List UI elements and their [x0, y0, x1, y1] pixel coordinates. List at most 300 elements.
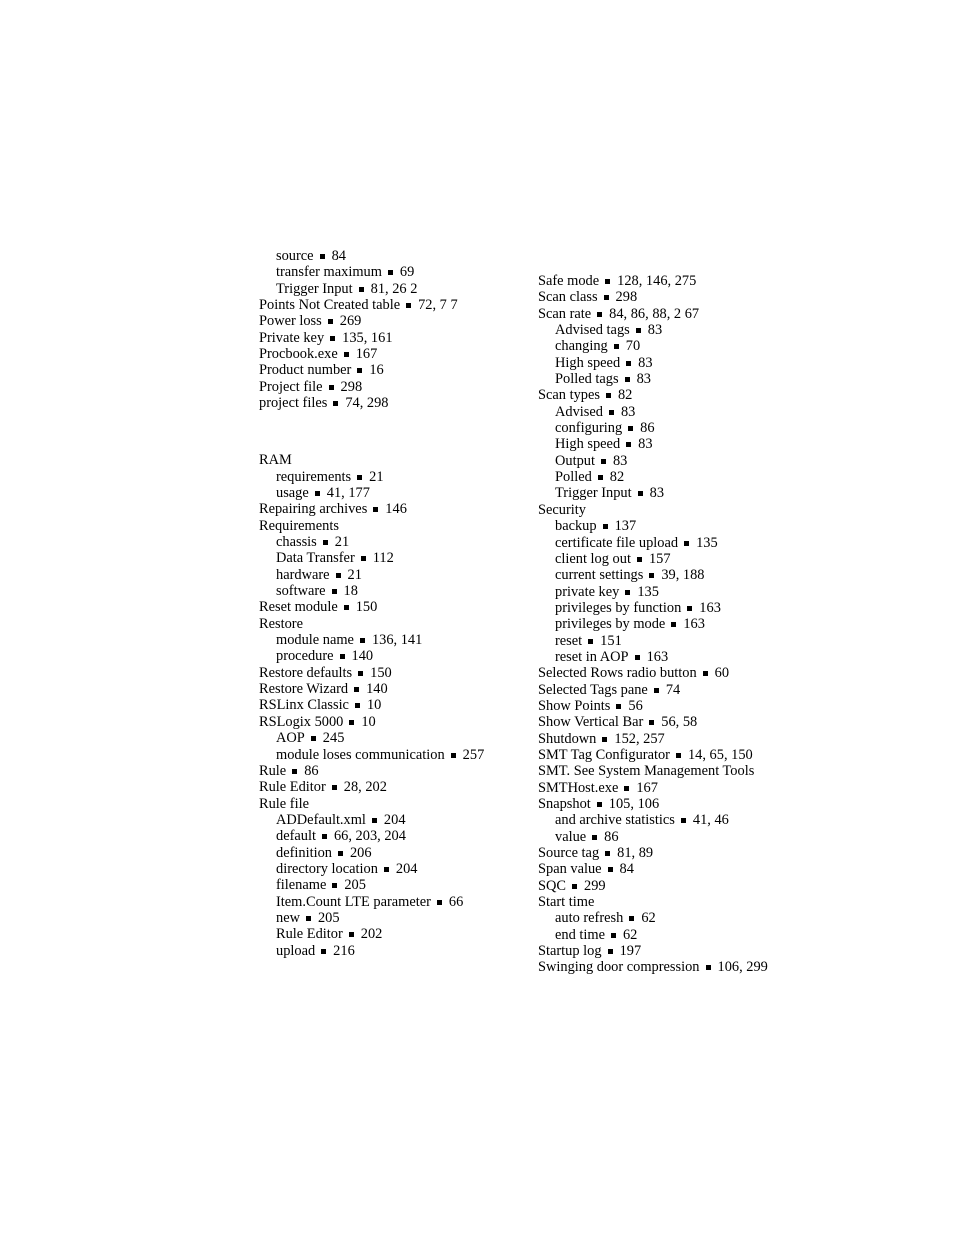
index-page-numbers: 84 — [619, 861, 634, 878]
index-page-numbers: 83 — [647, 322, 663, 339]
square-bullet-icon — [616, 704, 621, 709]
index-subentry-upload — [259, 943, 529, 959]
index-page-numbers: 70 — [625, 338, 641, 355]
index-page-numbers: 62 — [622, 926, 638, 943]
square-bullet-icon — [572, 884, 577, 889]
index-page-numbers: 216 — [333, 942, 355, 959]
index-page-numbers: 86 — [640, 420, 655, 437]
square-bullet-icon — [703, 671, 708, 676]
index-term: RSLinx Classic — [259, 697, 349, 714]
index-term: Reset module — [259, 599, 338, 616]
index-term: RSLogix 5000 — [259, 713, 344, 730]
index-entry-restore — [259, 616, 529, 632]
index-page-numbers: 86 — [604, 828, 619, 845]
index-subentry-changing — [538, 338, 838, 354]
square-bullet-icon — [340, 654, 345, 659]
index-term: Scan class — [538, 289, 598, 306]
index-term: Selected Rows radio button — [538, 665, 697, 682]
index-term: Restore defaults — [259, 664, 353, 681]
index-entry-span-value — [538, 861, 838, 877]
index-subentry-data-transfer — [259, 550, 529, 566]
square-bullet-icon — [608, 867, 613, 872]
square-bullet-icon — [406, 303, 411, 308]
square-bullet-icon — [349, 720, 354, 725]
index-term: SMT Tag Configurator — [538, 746, 670, 763]
index-term: Polled tags — [555, 371, 619, 388]
index-page-numbers: 197 — [619, 943, 642, 960]
square-bullet-icon — [332, 883, 337, 888]
index-term: configuring — [555, 420, 623, 437]
index-entry-source-tag — [538, 845, 838, 861]
index-page-numbers: 10 — [361, 713, 376, 730]
index-term: changing — [555, 338, 608, 355]
index-subentry-polled-tags — [538, 371, 838, 387]
index-entry-scan-class — [538, 289, 838, 305]
index-page-numbers: 269 — [339, 313, 362, 330]
index-entry-show-vertical-bar — [538, 714, 838, 730]
index-subentry-client-log-out — [538, 551, 838, 567]
index-term: SQC — [538, 877, 566, 894]
index-term: chassis — [276, 534, 317, 551]
square-bullet-icon — [597, 802, 602, 807]
index-page-numbers: 21 — [334, 534, 350, 551]
square-bullet-icon — [332, 785, 337, 790]
index-term: Rule — [259, 762, 287, 779]
index-page-numbers: 150 — [370, 664, 392, 681]
square-bullet-icon — [605, 279, 610, 284]
square-bullet-icon — [638, 491, 643, 496]
square-bullet-icon — [328, 319, 333, 324]
index-term: Start time — [538, 894, 595, 911]
square-bullet-icon — [611, 933, 616, 938]
index-term: value — [555, 828, 587, 845]
index-entry-scan-rate — [538, 306, 838, 322]
square-bullet-icon — [681, 818, 686, 823]
square-bullet-icon — [626, 361, 631, 366]
index-page-numbers: 84, 86, 88, 2 67 — [609, 305, 700, 322]
square-bullet-icon — [609, 410, 614, 415]
index-entry-project-files — [259, 395, 529, 411]
index-page-numbers: 106, 299 — [717, 959, 768, 976]
square-bullet-icon — [292, 769, 297, 774]
index-term: software — [276, 583, 326, 600]
index-page-numbers: 146 — [385, 501, 407, 518]
square-bullet-icon — [597, 312, 602, 317]
square-bullet-icon — [629, 916, 634, 921]
square-bullet-icon — [614, 344, 619, 349]
index-page-numbers: 105, 106 — [608, 796, 660, 812]
index-subentry-module-loses-communication — [259, 747, 529, 763]
index-subentry-definition — [259, 845, 529, 861]
index-term: Selected Tags pane — [538, 681, 648, 698]
index-page-numbers: 163 — [699, 599, 721, 616]
square-bullet-icon — [336, 573, 341, 578]
index-page-numbers: 151 — [600, 632, 622, 649]
square-bullet-icon — [355, 703, 360, 708]
index-subentry-high-speed — [538, 436, 838, 452]
index-subentry-auto-refresh — [538, 910, 838, 926]
square-bullet-icon — [329, 385, 334, 390]
index-entry-smt-see-system-management-tools — [538, 763, 838, 779]
square-bullet-icon — [354, 687, 359, 692]
index-term: Source tag — [538, 845, 600, 862]
square-bullet-icon — [315, 491, 320, 496]
index-subentry-rule-editor — [259, 926, 529, 942]
index-page-numbers: 41, 46 — [692, 812, 729, 829]
square-bullet-icon — [372, 818, 377, 823]
index-term: certificate file upload — [555, 534, 679, 551]
square-bullet-icon — [598, 475, 603, 480]
index-term: SMTHost.exe — [538, 779, 619, 796]
index-page-numbers: 60 — [714, 665, 730, 682]
index-term: Points Not Created table — [259, 297, 401, 314]
index-page-numbers: 83 — [620, 403, 636, 420]
index-subentry-current-settings — [538, 567, 838, 583]
index-entry-reset-module — [259, 599, 529, 615]
index-term: module name — [276, 632, 354, 649]
square-bullet-icon — [706, 965, 711, 970]
square-bullet-icon — [306, 916, 311, 921]
index-entry-restore-defaults — [259, 665, 529, 681]
index-entry-repairing-archives — [259, 501, 529, 517]
index-term: default — [276, 828, 316, 845]
index-subentry-high-speed — [538, 355, 838, 371]
square-bullet-icon — [388, 270, 393, 275]
index-term: High speed — [555, 436, 621, 453]
index-entry-selected-rows-radio-button — [538, 665, 838, 681]
square-bullet-icon — [330, 336, 335, 341]
square-bullet-icon — [604, 295, 609, 300]
index-page-numbers: 299 — [584, 877, 606, 894]
index-term: upload — [276, 942, 316, 959]
index-page-numbers: 136, 141 — [371, 632, 423, 649]
square-bullet-icon — [323, 540, 328, 545]
index-term: transfer maximum — [276, 264, 382, 281]
index-page-numbers: 167 — [636, 779, 658, 796]
index-entry-show-points — [538, 698, 838, 714]
square-bullet-icon — [349, 932, 354, 937]
index-page-numbers: 18 — [343, 583, 358, 600]
square-bullet-icon — [637, 557, 642, 562]
index-term: Trigger Input — [276, 280, 353, 297]
square-bullet-icon — [357, 368, 362, 373]
index-term: directory location — [276, 860, 378, 877]
square-bullet-icon — [654, 688, 659, 693]
index-page-numbers: 206 — [349, 844, 372, 861]
index-page-numbers: 81, 26 2 — [370, 280, 418, 297]
index-term: Procbook.exe — [259, 346, 338, 363]
index-term: Polled — [555, 469, 592, 486]
index-column-left — [259, 248, 529, 959]
index-entry-smt-tag-configurator — [538, 747, 838, 763]
index-term: Restore Wizard — [259, 681, 349, 698]
index-subentry-advised-tags — [538, 322, 838, 338]
index-subentry-directory-location — [259, 861, 529, 877]
index-term: AOP — [276, 730, 305, 747]
index-term: Project file — [259, 378, 323, 395]
index-page-numbers: 150 — [355, 599, 378, 616]
index-term: end time — [555, 926, 605, 943]
square-bullet-icon — [451, 753, 456, 758]
index-page-numbers: 298 — [340, 378, 363, 395]
square-bullet-icon — [625, 377, 630, 382]
index-subentry-usage — [259, 485, 529, 501]
index-page-numbers: 74, 298 — [345, 395, 389, 412]
square-bullet-icon — [628, 426, 633, 431]
index-entry-swinging-door-compression — [538, 959, 838, 975]
index-subentry-reset — [538, 633, 838, 649]
index-term: new — [276, 909, 300, 926]
index-term: RAM — [259, 452, 292, 469]
index-term: Span value — [538, 861, 602, 878]
index-term: usage — [276, 485, 309, 502]
index-term: Snapshot — [538, 796, 591, 812]
index-term: Security — [538, 501, 586, 518]
index-page-numbers: 152, 257 — [614, 730, 665, 747]
index-term: Product number — [259, 362, 352, 379]
square-bullet-icon — [333, 401, 338, 406]
square-bullet-icon — [606, 393, 611, 398]
index-page-numbers: 112 — [372, 550, 394, 567]
index-page-numbers: 72, 7 7 — [418, 297, 458, 314]
index-term: Trigger Input — [555, 485, 632, 502]
index-page-numbers: 82 — [617, 387, 633, 404]
index-term: backup — [555, 518, 597, 535]
index-subentry-item-count-lte-parameter — [259, 894, 529, 910]
square-bullet-icon — [636, 328, 641, 333]
index-term: Power loss — [259, 313, 322, 330]
index-subentry-reset-in-aop — [538, 649, 838, 665]
index-page-numbers: 163 — [646, 648, 669, 665]
square-bullet-icon — [625, 590, 630, 595]
index-term: filename — [276, 877, 327, 894]
index-entry-project-file — [259, 379, 529, 395]
index-term: auto refresh — [555, 910, 624, 927]
index-page-numbers: 14, 65, 150 — [687, 746, 753, 763]
square-bullet-icon — [320, 254, 325, 259]
index-subentry-value — [538, 829, 838, 845]
index-entry-shutdown — [538, 731, 838, 747]
index-term: definition — [276, 844, 332, 861]
index-page-numbers: 21 — [369, 468, 384, 485]
index-term: private key — [555, 583, 620, 600]
index-page-numbers: 21 — [347, 566, 362, 583]
index-term: Advised — [555, 403, 603, 420]
index-page-numbers: 83 — [612, 452, 628, 469]
index-entry-rslogix-5000 — [259, 714, 529, 730]
index-term: Safe mode — [538, 273, 600, 289]
index-page-numbers: 205 — [344, 877, 366, 894]
square-bullet-icon — [592, 835, 597, 840]
index-subentry-backup — [538, 518, 838, 534]
index-entry-restore-wizard — [259, 681, 529, 697]
index-entry-private-key — [259, 330, 529, 346]
index-term: Startup log — [538, 943, 602, 960]
index-entry-startup-log — [538, 943, 838, 959]
index-page-numbers: 135 — [696, 534, 718, 551]
square-bullet-icon — [605, 851, 610, 856]
index-subentry-software — [259, 583, 529, 599]
index-term: module loses communication — [276, 746, 445, 763]
index-term: hardware — [276, 566, 330, 583]
square-bullet-icon — [635, 655, 640, 660]
square-bullet-icon — [384, 867, 389, 872]
index-term: Item.Count LTE parameter — [276, 893, 431, 910]
index-entry-procbook-exe — [259, 346, 529, 362]
index-subentry-hardware — [259, 567, 529, 583]
index-subentry-addefault-xml — [259, 812, 529, 828]
index-page-numbers: 257 — [462, 746, 485, 763]
index-page-numbers: 204 — [395, 860, 418, 877]
index-page-numbers: 66 — [448, 893, 464, 910]
square-bullet-icon — [626, 442, 631, 447]
index-subentry-trigger-input — [259, 281, 529, 297]
square-bullet-icon — [676, 753, 681, 758]
index-page-numbers: 163 — [683, 616, 705, 633]
index-page-numbers: 81, 89 — [617, 845, 654, 862]
index-term: Advised tags — [555, 322, 630, 339]
square-bullet-icon — [437, 900, 442, 905]
index-subentry-trigger-input — [538, 485, 838, 501]
square-bullet-icon — [649, 720, 654, 725]
index-term: requirements — [276, 468, 352, 485]
index-term: Requirements — [259, 517, 339, 534]
index-subentry-certificate-file-upload — [538, 535, 838, 551]
index-term: reset — [555, 632, 583, 649]
index-subentry-private-key — [538, 584, 838, 600]
index-entry-rule — [259, 763, 529, 779]
index-subentry-procedure — [259, 648, 529, 664]
index-entry-rule-editor — [259, 779, 529, 795]
square-bullet-icon — [359, 287, 364, 292]
index-page-numbers: 83 — [649, 485, 665, 502]
square-bullet-icon — [624, 786, 629, 791]
index-term: Rule Editor — [276, 926, 343, 943]
index-entry-security — [538, 502, 838, 518]
index-page-numbers: 128, 146, 275 — [617, 273, 697, 289]
index-subentry-filename — [259, 877, 529, 893]
index-subentry-and-archive-statistics — [538, 812, 838, 828]
index-term: current settings — [555, 567, 644, 584]
index-entry-rslinx-classic — [259, 697, 529, 713]
index-section-gap — [259, 411, 529, 452]
index-page-numbers: 202 — [360, 926, 383, 943]
index-page-numbers: 205 — [317, 909, 340, 926]
index-entry-scan-types — [538, 387, 838, 403]
index-entry-product-number — [259, 362, 529, 378]
index-page-numbers: 140 — [351, 648, 374, 665]
index-term: source — [276, 248, 314, 264]
square-bullet-icon — [311, 736, 316, 741]
index-term: client log out — [555, 550, 631, 567]
index-subentry-default — [259, 828, 529, 844]
index-subentry-output — [538, 453, 838, 469]
index-term: Swinging door compression — [538, 959, 700, 976]
square-bullet-icon — [671, 622, 676, 627]
index-term: Scan types — [538, 387, 600, 404]
index-page-numbers: 28, 202 — [343, 779, 387, 796]
index-term: project files — [259, 395, 328, 412]
index-entry-requirements — [259, 518, 529, 534]
index-subentry-chassis — [259, 534, 529, 550]
index-page-numbers: 66, 203, 204 — [333, 828, 406, 845]
index-term: SMT. See System Management Tools — [538, 763, 755, 780]
index-term: Restore — [259, 615, 303, 632]
index-subentry-requirements — [259, 469, 529, 485]
index-page-numbers: 16 — [369, 362, 384, 379]
index-entry-snapshot — [538, 796, 838, 812]
square-bullet-icon — [358, 671, 363, 676]
index-page-numbers: 140 — [366, 681, 388, 698]
index-entry-safe-mode — [538, 273, 838, 289]
index-subentry-polled — [538, 469, 838, 485]
square-bullet-icon — [373, 507, 378, 512]
index-page-numbers: 39, 188 — [661, 567, 705, 584]
index-page-numbers: 167 — [355, 346, 378, 363]
index-subentry-privileges-by-function — [538, 600, 838, 616]
index-term: High speed — [555, 354, 621, 371]
index-subentry-new — [259, 910, 529, 926]
index-entry-ram — [259, 452, 529, 468]
index-subentry-end-time — [538, 927, 838, 943]
index-entry-rule-file — [259, 796, 529, 812]
index-page-numbers: 298 — [615, 289, 638, 306]
square-bullet-icon — [687, 606, 692, 611]
index-term: Data Transfer — [276, 550, 355, 567]
index-entry-start-time — [538, 894, 838, 910]
index-page-numbers: 41, 177 — [326, 485, 370, 502]
square-bullet-icon — [360, 638, 365, 643]
square-bullet-icon — [601, 459, 606, 464]
index-page-numbers: 137 — [614, 518, 637, 535]
index-entry-selected-tags-pane — [538, 682, 838, 698]
square-bullet-icon — [332, 589, 337, 594]
index-entry-power-loss — [259, 313, 529, 329]
index-subentry-advised — [538, 404, 838, 420]
index-term: Shutdown — [538, 730, 597, 747]
index-subentry-source — [259, 248, 529, 264]
square-bullet-icon — [649, 573, 654, 578]
index-page-numbers: 83 — [638, 436, 653, 453]
index-subentry-privileges-by-mode — [538, 616, 838, 632]
index-term: ADDefault.xml — [276, 811, 366, 828]
index-subentry-module-name — [259, 632, 529, 648]
index-subentry-configuring — [538, 420, 838, 436]
index-page-numbers: 74 — [665, 681, 681, 698]
index-term: Private key — [259, 329, 325, 346]
square-bullet-icon — [608, 949, 613, 954]
index-page-numbers: 10 — [366, 697, 382, 714]
index-page-numbers: 83 — [636, 371, 651, 388]
square-bullet-icon — [588, 639, 593, 644]
index-page-numbers: 135 — [637, 583, 659, 600]
index-page-numbers: 69 — [399, 264, 415, 281]
index-term: and archive statistics — [555, 812, 675, 829]
index-entry-smthost-exe — [538, 780, 838, 796]
index-term: Repairing archives — [259, 501, 368, 518]
index-column-right — [538, 273, 838, 976]
index-term: Output — [555, 452, 595, 469]
index-page-numbers: 245 — [322, 730, 345, 747]
index-page-numbers: 56 — [628, 697, 643, 714]
index-entry-points-not-created-table — [259, 297, 529, 313]
index-page-numbers: 84 — [331, 248, 346, 264]
index-term: Rule file — [259, 795, 309, 812]
index-term: privileges by function — [555, 599, 682, 616]
index-page-numbers: 135, 161 — [342, 329, 393, 346]
square-bullet-icon — [338, 851, 343, 856]
index-subentry-aop — [259, 730, 529, 746]
